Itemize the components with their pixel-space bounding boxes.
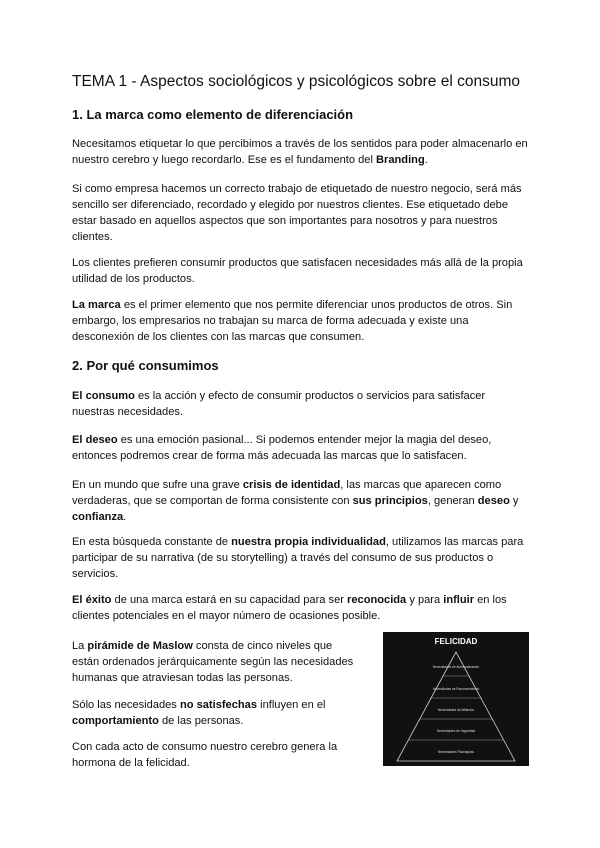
section2-paragraph-6: La pirámide de Maslow consta de cinco niveles que están ordenados jerárquicamente según las necesidades humanas que atraviesan todas las personas. — [72, 640, 354, 684]
section1-paragraph-3: Los clientes prefieren consumir productos que satisfacen necesidades más allá de la propia utilidad de los productos. — [72, 257, 523, 285]
pyramid-level-4: Necesidades de Reconocimiento — [432, 687, 480, 691]
section1-paragraph-4: La marca es el primer elemento que nos permite diferenciar unos productos de otros. Sin embargo, los empresarios no trabajan su marca de forma adecuada y existe una desconexión de los clientes con las marcas que consumen. — [72, 299, 513, 343]
section2-paragraph-7: Sólo las necesidades no satisfechas influyen en el comportamiento de las personas. — [72, 699, 326, 727]
pyramid-level-5: Necesidades de Autorrealización — [432, 665, 480, 669]
section2-paragraph-3: En un mundo que sufre una grave crisis de identidad, las marcas que aparecen como verdaderas, que se comportan de forma consistente con sus principios, generan deseo y confianza. — [72, 479, 519, 523]
section2-paragraph-5: El éxito de una marca estará en su capacidad para ser reconocida y para influir en los clientes potenciales en el mayor número de ocasiones posible. — [72, 594, 507, 622]
page-title: TEMA 1 - Aspectos sociológicos y psicológicos sobre el consumo — [72, 73, 520, 90]
maslow-pyramid-graphic — [383, 632, 529, 766]
pyramid-title: FELICIDAD — [434, 637, 478, 646]
section2-paragraph-1: El consumo es la acción y efecto de consumir productos o servicios para satisfacer nuestras necesidades. — [72, 390, 486, 418]
section1-paragraph-1: Necesitamos etiquetar lo que percibimos a través de los sentidos para poder almacenarlo en nuestro cerebro y luego recordarlo. Ese es el fundamento del Branding. — [72, 138, 528, 166]
section2-heading: 2. Por qué consumimos — [72, 358, 219, 373]
pyramid-level-2: Necesidades de Seguridad — [436, 729, 476, 733]
maslow-pyramid-image — [383, 632, 529, 766]
section2-paragraph-4: En esta búsqueda constante de nuestra propia individualidad, utilizamos las marcas para participar de su narrativa (de su storytelling) a través del consumo de sus productos o servicios. — [72, 536, 524, 580]
section1-heading: 1. La marca como elemento de diferenciación — [72, 107, 354, 122]
pyramid-level-3: Necesidades de Afiliación — [437, 708, 475, 712]
section1-paragraph-2: Si como empresa hacemos un correcto trabajo de etiquetado de nuestro negocio, será más sencillo ser diferenciado, recordado y elegido por nuestros clientes. Ese etiquetado debe estar basado en aquellos aspectos que son importantes para nosotros y para nuestros clientes. — [72, 183, 522, 243]
pyramid-level-1: Necesidades Fisiológicas — [438, 750, 474, 754]
section2-paragraph-8: Con cada acto de consumo nuestro cerebro genera la hormona de la felicidad. — [72, 741, 338, 769]
section2-paragraph-2: El deseo es una emoción pasional... Si podemos entender mejor la magia del deseo, entonces podremos crear de forma más adecuada las marcas que lo satisfacen. — [72, 434, 492, 462]
